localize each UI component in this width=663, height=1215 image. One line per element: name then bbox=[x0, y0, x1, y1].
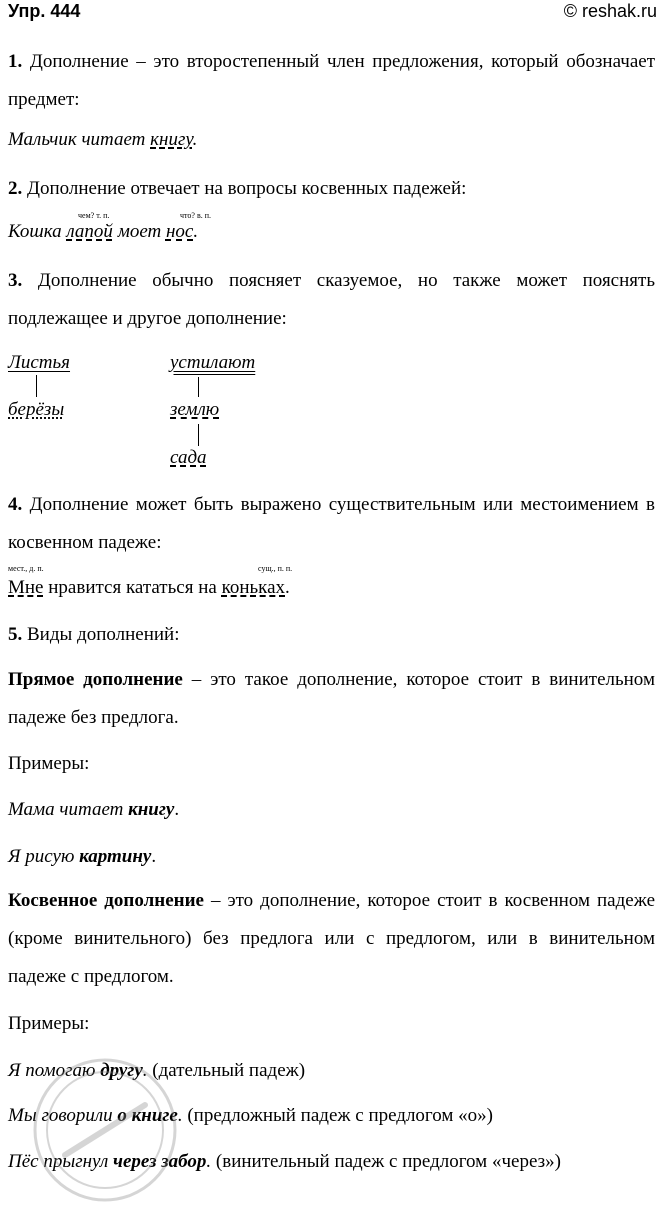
case-note: чем? т. п. bbox=[78, 211, 110, 220]
direct-object-definition: Прямое дополнение – это такое дополнение, которое стоит в винительном падеже без предлога. bbox=[8, 669, 655, 728]
paragraph-text: Дополнение обычно поясняет сказуемое, но также может пояснять подлежащее и другое дополнение: bbox=[8, 270, 655, 329]
paragraph-1 bbox=[8, 43, 655, 119]
object-word: лапой bbox=[66, 221, 113, 242]
site-copyright: © reshak.ru bbox=[563, 1, 657, 21]
object-word: Мне bbox=[8, 577, 44, 598]
indirect-example-1: Я помогаю другу. (дательный падеж) bbox=[8, 1060, 306, 1081]
paragraph-text: Виды дополнений: bbox=[22, 624, 180, 645]
part-of-speech-note: мест., д. п. bbox=[8, 564, 44, 573]
object-word: сада bbox=[170, 447, 207, 468]
paragraph-3 bbox=[8, 262, 655, 338]
case-note: что? в. п. bbox=[180, 211, 212, 220]
paragraph-text: Дополнение – это второстепенный член предложения, который обозначает предмет: bbox=[8, 51, 655, 110]
paragraph-number: 5. bbox=[8, 624, 23, 645]
example-4: Мне нравится кататься на коньках. bbox=[8, 577, 290, 598]
example-2: Кошка лапой моет нос. bbox=[8, 221, 199, 242]
indirect-example-2: Мы говорили о книге. (предложный падеж с предлогом «о») bbox=[8, 1105, 493, 1126]
indirect-object-definition: Косвенное дополнение – это дополнение, которое стоит в косвенном падеже (кроме винительного) без предлога или с предлогом, или в винительном падеже с предлогом. bbox=[8, 890, 655, 987]
term: Прямое дополнение bbox=[8, 669, 183, 690]
examples-label: Примеры: bbox=[8, 753, 90, 774]
paragraph-text: Дополнение отвечает на вопросы косвенных падежей: bbox=[22, 178, 467, 199]
object-word: коньках bbox=[221, 577, 286, 598]
page-header bbox=[0, 0, 663, 24]
object-word: землю bbox=[170, 399, 220, 420]
direct-example-1: Мама читает книгу. bbox=[8, 799, 180, 820]
subject-word: Листья bbox=[8, 352, 71, 373]
paragraph-number: 2. bbox=[8, 178, 23, 199]
object-word: книгу bbox=[150, 129, 193, 150]
paragraph-text: Дополнение может быть выражено существительным или местоимением в косвенном падеже: bbox=[8, 494, 655, 553]
part-of-speech-note: сущ., п. п. bbox=[258, 564, 293, 573]
paragraph-number: 4. bbox=[8, 494, 23, 515]
paragraph-number: 3. bbox=[8, 270, 23, 291]
paragraph-number: 1. bbox=[8, 51, 23, 72]
term: Косвенное дополнение bbox=[8, 890, 204, 911]
connector-line bbox=[198, 377, 199, 397]
paragraph-4 bbox=[8, 486, 655, 562]
direct-example-2: Я рисую картину. bbox=[8, 846, 157, 867]
example-1: Мальчик читает книгу. bbox=[8, 129, 198, 150]
exercise-title: Упр. 444 bbox=[8, 1, 81, 21]
indirect-example-3: Пёс прыгнул через забор. (винительный падеж с предлогом «через») bbox=[8, 1151, 561, 1172]
paragraph-5 bbox=[8, 616, 655, 654]
paragraph-2 bbox=[8, 170, 655, 208]
modifier-word: берёзы bbox=[8, 399, 65, 420]
connector-line bbox=[36, 375, 37, 397]
predicate-word: устилают bbox=[170, 352, 256, 373]
object-word: нос bbox=[165, 221, 194, 242]
connector-line bbox=[198, 424, 199, 446]
examples-label: Примеры: bbox=[8, 1013, 90, 1034]
